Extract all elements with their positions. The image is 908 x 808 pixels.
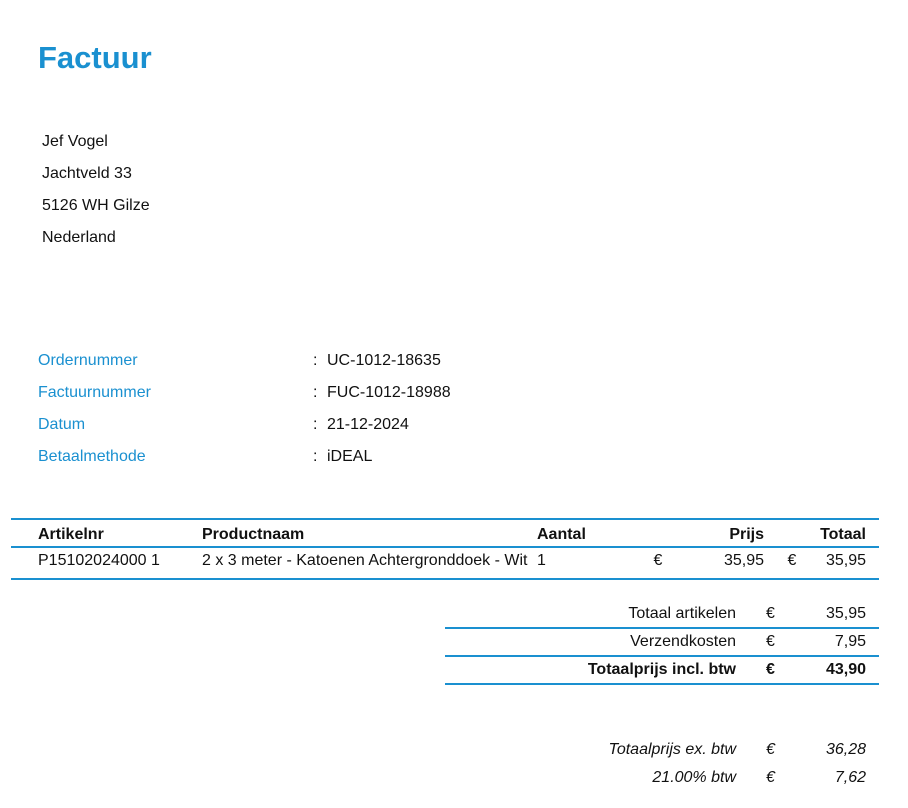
cell-artikelnr: P15102024000 1 <box>11 547 202 579</box>
meta-value: FUC-1012-18988 <box>327 384 451 401</box>
customer-street: Jachtveld 33 <box>42 165 132 182</box>
vat-label: Totaalprijs ex. btw <box>608 741 736 758</box>
totals-label: Verzendkosten <box>445 628 766 656</box>
vat-value: 7,62 <box>834 769 866 786</box>
cell-totaal: 35,95 <box>820 547 879 579</box>
vat-value: 36,28 <box>825 741 866 758</box>
meta-colon: : <box>313 448 318 465</box>
totals-currency: € <box>766 628 796 656</box>
vat-row-ex-btw <box>445 740 879 768</box>
header-productnaam: Productnaam <box>202 519 537 547</box>
cell-aantal: 1 <box>537 547 601 579</box>
totals-value: 43,90 <box>796 656 879 684</box>
meta-colon: : <box>313 384 318 401</box>
cell-prijs: 35,95 <box>688 547 764 579</box>
header-prijs: Prijs <box>688 519 764 547</box>
meta-colon: : <box>313 352 318 369</box>
order-meta <box>38 350 451 478</box>
meta-label: Datum <box>38 416 86 433</box>
vat-table <box>445 740 879 796</box>
totals-currency: € <box>766 601 796 628</box>
cell-currency: € <box>601 547 688 579</box>
cell-productnaam: 2 x 3 meter - Katoenen Achtergronddoek - Wit <box>202 547 537 579</box>
customer-city: 5126 WH Gilze <box>42 197 150 214</box>
items-header-row <box>11 519 879 547</box>
cell-currency: € <box>764 547 820 579</box>
items-table <box>11 518 879 580</box>
customer-country: Nederland <box>42 229 116 246</box>
totals-table <box>445 601 879 685</box>
totals-label: Totaalprijs incl. btw <box>445 656 766 684</box>
meta-row-datum <box>38 414 451 446</box>
header-aantal: Aantal <box>537 519 601 547</box>
vat-currency: € <box>766 769 775 786</box>
header-spacer <box>601 519 688 547</box>
header-artikelnr: Artikelnr <box>11 519 202 547</box>
meta-label: Betaalmethode <box>38 448 146 465</box>
meta-label: Factuurnummer <box>38 384 151 401</box>
totals-row-grand-total <box>445 656 879 684</box>
totals-row-artikelen <box>445 601 879 628</box>
meta-colon: : <box>313 416 318 433</box>
customer-name: Jef Vogel <box>42 133 108 150</box>
header-totaal: Totaal <box>820 519 879 547</box>
totals-row-verzendkosten <box>445 628 879 656</box>
vat-row-btw <box>445 768 879 796</box>
customer-address <box>42 131 150 259</box>
invoice-title: Factuur <box>38 40 152 75</box>
totals-currency: € <box>766 656 796 684</box>
header-spacer <box>764 519 820 547</box>
meta-value: UC-1012-18635 <box>327 352 441 369</box>
totals-label: Totaal artikelen <box>445 601 766 628</box>
meta-row-factuurnummer <box>38 382 451 414</box>
vat-label: 21.00% btw <box>652 769 736 786</box>
table-row <box>11 547 879 579</box>
meta-value: 21-12-2024 <box>327 416 409 433</box>
meta-value: iDEAL <box>327 448 373 465</box>
totals-value: 7,95 <box>796 628 879 656</box>
vat-currency: € <box>766 741 775 758</box>
meta-row-ordernummer <box>38 350 451 382</box>
meta-label: Ordernummer <box>38 352 138 369</box>
meta-row-betaalmethode <box>38 446 451 478</box>
totals-value: 35,95 <box>796 601 879 628</box>
